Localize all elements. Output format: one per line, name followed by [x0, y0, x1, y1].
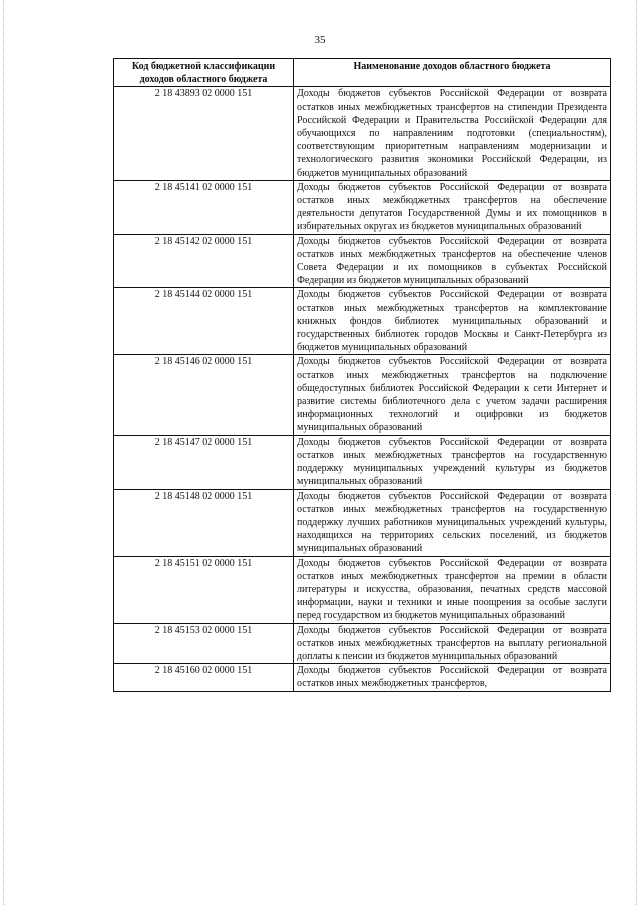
row-name: Доходы бюджетов субъектов Российской Федерации от возврата остатков иных межбюджетных трансфертов на стипендии Президента Российской Федерации и Правительства Российской Федерации для обучающихся по направлениям подготовки (специальностям), соответствующим приоритетным направлениям модернизации и технологического развития экономики Российской Федерации, из бюджетов муниципальных образований: [294, 87, 611, 180]
row-code: 2 18 45160 02 0000 151: [114, 664, 294, 691]
row-code: 2 18 45141 02 0000 151: [114, 180, 294, 234]
table-row: [114, 664, 611, 691]
row-name: Доходы бюджетов субъектов Российской Федерации от возврата остатков иных межбюджетных трансфертов на государственную поддержку муниципальных учреждений культуры из бюджетов муниципальных образований: [294, 435, 611, 489]
row-code: 2 18 45148 02 0000 151: [114, 489, 294, 556]
row-name: Доходы бюджетов субъектов Российской Федерации от возврата остатков иных межбюджетных трансфертов на выплату региональной доплаты к пенсии из бюджетов муниципальных образований: [294, 623, 611, 664]
header-name: Наименование доходов областного бюджета: [294, 59, 611, 87]
row-code: 2 18 45147 02 0000 151: [114, 435, 294, 489]
row-name: Доходы бюджетов субъектов Российской Федерации от возврата остатков иных межбюджетных трансфертов на премии в области литературы и искусства, образования, печатных средств массовой информации, науки и техники и иные поощрения за особые заслуги перед государством из бюджетов муниципальных образований: [294, 556, 611, 623]
page-number: 35: [314, 34, 326, 46]
row-code: 2 18 45144 02 0000 151: [114, 288, 294, 355]
table-header-row: [114, 59, 611, 87]
table-row: [114, 180, 611, 234]
row-code: 2 18 45151 02 0000 151: [114, 556, 294, 623]
row-code: 2 18 45142 02 0000 151: [114, 234, 294, 288]
row-code: 2 18 45153 02 0000 151: [114, 623, 294, 664]
table-row: [114, 87, 611, 180]
table-row: [114, 623, 611, 664]
row-code: 2 18 43893 02 0000 151: [114, 87, 294, 180]
row-name: Доходы бюджетов субъектов Российской Федерации от возврата остатков иных межбюджетных трансфертов на государственную поддержку лучших работников муниципальных учреждений культуры, находящихся на территориях сельских поселений, из бюджетов муниципальных образований: [294, 489, 611, 556]
row-name: Доходы бюджетов субъектов Российской Федерации от возврата остатков иных межбюджетных трансфертов,: [294, 664, 611, 691]
row-name: Доходы бюджетов субъектов Российской Федерации от возврата остатков иных межбюджетных трансфертов на комплектование книжных фондов библиотек муниципальных образований и государственных библиотек городов Москвы и Санкт-Петербурга из бюджетов муниципальных образований: [294, 288, 611, 355]
row-name: Доходы бюджетов субъектов Российской Федерации от возврата остатков иных межбюджетных трансфертов на обеспечение членов Совета Федерации и их помощников в субъектах Российской Федерации из бюджетов муниципальных образований: [294, 234, 611, 288]
table-row: [114, 355, 611, 435]
header-code: Код бюджетной классификации доходов областного бюджета: [114, 59, 294, 87]
scan-edge-left: [3, 0, 4, 905]
table-row: [114, 489, 611, 556]
table-row: [114, 556, 611, 623]
budget-classification-table: [113, 58, 611, 692]
row-code: 2 18 45146 02 0000 151: [114, 355, 294, 435]
table-row: [114, 288, 611, 355]
table-row: [114, 435, 611, 489]
scan-edge-right: [636, 0, 637, 905]
table-row: [114, 234, 611, 288]
row-name: Доходы бюджетов субъектов Российской Федерации от возврата остатков иных межбюджетных трансфертов на подключение общедоступных библиотек Российской Федерации к сети Интернет и развитие системы библиотечного дела с учетом задачи расширения информационных технологий и оцифровки из бюджетов муниципальных образований: [294, 355, 611, 435]
row-name: Доходы бюджетов субъектов Российской Федерации от возврата остатков иных межбюджетных трансфертов на обеспечение деятельности депутатов Государственной Думы и их помощников в избирательных округах из бюджетов муниципальных образований: [294, 180, 611, 234]
